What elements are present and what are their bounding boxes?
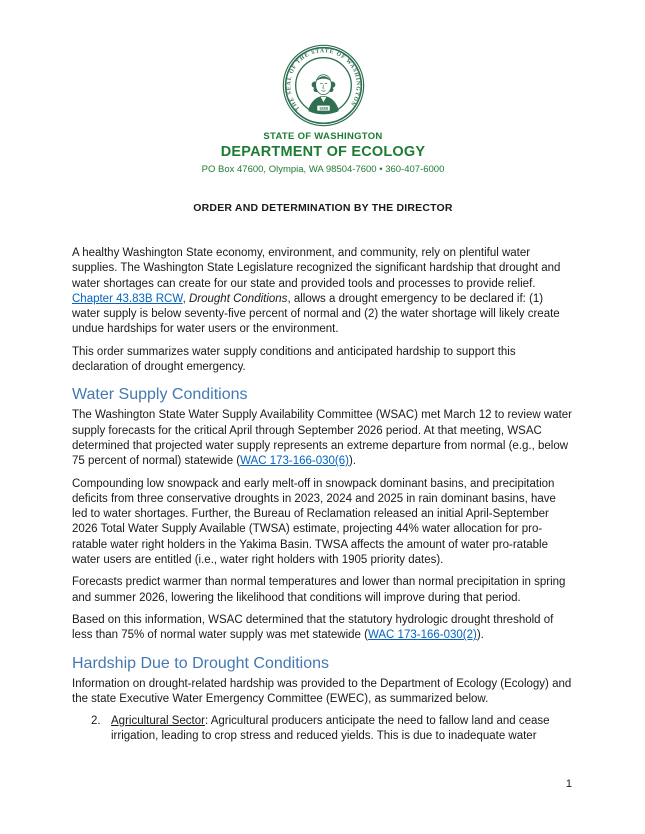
- section-heading-hardship: Hardship Due to Drought Conditions: [72, 654, 330, 672]
- header-address-line: PO Box 47600, Olympia, WA 98504-7600 • 360-407-6000: [201, 164, 445, 175]
- header-department-line: DEPARTMENT OF ECOLOGY: [220, 144, 426, 160]
- list-item-agricultural-sector: [72, 714, 574, 745]
- water-supply-paragraph-1: [72, 408, 574, 469]
- intro-p1-text-1: A healthy Washington State economy, environment, and community, rely on plentiful water supplies. The Washington State Legislature recognized the significant hardship that drought and water shortages can create for our state and provided tools and processes to provide relief.: [72, 247, 561, 290]
- letterhead: [72, 0, 574, 175]
- water-supply-paragraph-2: Compounding low snowpack and early melt-off in snowpack dominant basins, and precipitation deficits from three conservative droughts in 2023, 2024 and 2025 in rain dominant basins, have led to water shortages. Further, the Bureau of Reclamation released an initial April-September 2026 Total Water Supply Available (TWSA) estimate, projecting 44% water allocation for pro-ratable water right holders in the Yakima Basin. TWSA affects the amount of water pro-ratable water users are entitled (i.e., water right holders with 1905 priority dates).: [72, 477, 556, 567]
- list-item-text: : Agricultural producers anticipate the need to fallow land and cease irrigation, leading to crop stress and reduced yields. This is due to inadequate water: [111, 715, 550, 743]
- link-chapter-43-83b-rcw[interactable]: Chapter 43.83B RCW: [72, 292, 183, 305]
- ws-p4-text-1: Based on this information, WSAC determined that the statutory hydrologic drought threshold of less than 75% of normal water supply was met statewide (: [72, 613, 554, 642]
- list-item-number: 2.: [91, 715, 101, 728]
- list-item-label: Agricultural Sector: [111, 715, 205, 728]
- header-state-line: STATE OF WASHINGTON: [263, 131, 383, 142]
- water-supply-paragraph-3: Forecasts predict warmer than normal temperatures and lower than normal precipitation in spring and summer 2026, lowering the likelihood that conditions will improve during that period.: [72, 576, 566, 604]
- washington-state-seal-icon: [282, 44, 365, 127]
- hardship-paragraph-1: Information on drought-related hardship was provided to the Department of Ecology (Ecology) and the state Executive Water Emergency Committee (EWEC), as summarized below.: [72, 677, 572, 705]
- intro-p1-text-3: , allows a drought emergency to be declared if: (1) water supply is below seventy-five percent of normal and (2) the water shortage will likely create undue hardships for water users or the environment.: [72, 292, 560, 336]
- seal-year: 1889: [318, 105, 328, 111]
- intro-p1-text-2: ,: [182, 292, 189, 305]
- ws-p1-text-2: ).: [348, 455, 357, 468]
- ws-p1-text-1: The Washington State Water Supply Availability Committee (WSAC) met March 12 to review water supply forecasts for the critical April through September 2026 period. At that meeting, WSAC determined that projected water supply represents an extreme departure from normal (e.g., below 75 percent of normal) statewide (: [72, 409, 573, 468]
- seal-ring-text: THE SEAL OF THE STATE OF WASHINGTON: [285, 48, 361, 112]
- intro-paragraph-1: [72, 246, 574, 338]
- list-item-body: [111, 714, 574, 745]
- section-heading-water-supply-conditions: Water Supply Conditions: [72, 386, 248, 404]
- link-wac-173-166-030-2[interactable]: WAC 173-166-030(2): [367, 629, 477, 642]
- document-body: [72, 246, 574, 745]
- water-supply-paragraph-4: [72, 613, 574, 644]
- ws-p4-text-2: ).: [476, 629, 484, 642]
- link-wac-173-166-030-6[interactable]: WAC 173-166-030(6): [240, 455, 349, 468]
- document-title: ORDER AND DETERMINATION BY THE DIRECTOR: [193, 202, 453, 214]
- page-number: 1: [565, 778, 572, 790]
- intro-paragraph-2: This order summarizes water supply conditions and anticipated hardship to support this declaration of drought emergency.: [72, 345, 516, 374]
- intro-p1-italic-drought-conditions: Drought Conditions: [188, 292, 288, 305]
